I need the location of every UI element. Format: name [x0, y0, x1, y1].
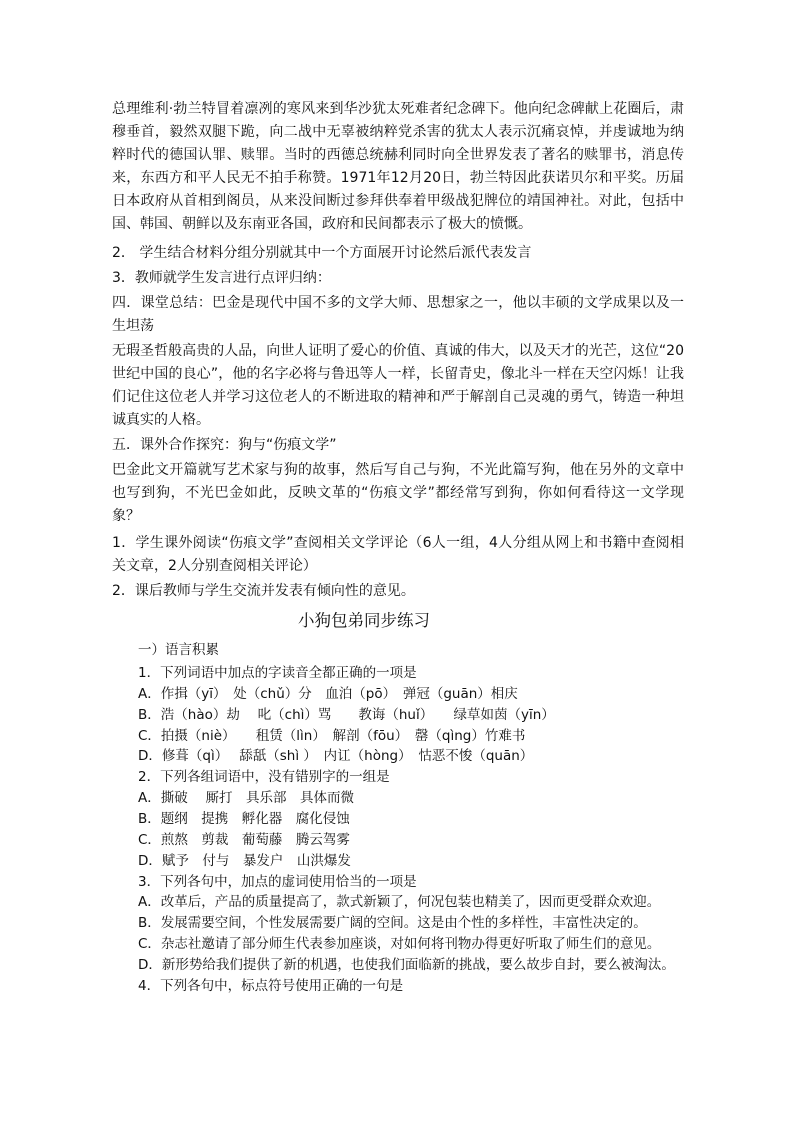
explore-body: 巴金此文开篇就写艺术家与狗的故事，然后写自己与狗，不光此篇写狗，他在另外的文章中也写到狗，不光巴金如此，反映文革的“伤痕文学”都经常写到狗，你如何看待这一文学现象？ [112, 462, 684, 524]
intro-paragraph: 总理维利·勃兰特冒着凛冽的寒风来到华沙犹太死难者纪念碑下。他向纪念碑献上花圈后，肃穆垂首，毅然双腿下跪，向二战中无辜被纳粹党杀害的犹太人表示沉痛哀悼，并虔诚地为纳粹时代的德国认罪、赎罪。当时的西德总统赫利同时向全世界发表了著名的赎罪书，消息传来，东西方和平人民无不拍手称赞。1971年12月20日，勃兰特因此获诺贝尔和平奖。历届日本政府从首相到阁员，从来没间断过参拜供奉着甲级战犯牌位的靖国神社。对此，包括中国、韩国、朝鲜以及东南亚各国，政府和民间都表示了极大的愤慨。 [112, 101, 684, 232]
question-2-option-a: A．撕破 厮打 具乐部 具体而微 [138, 790, 355, 806]
exercise-title: 小狗包弟同步练习 [298, 611, 430, 630]
question-1-option-c: C．拍摄（niè） 租赁（lìn） 解剖（fōu） 罄（qìng）竹难书 [138, 728, 526, 744]
step-2-text: 2． 学生结合材料分组分别就其中一个方面展开讨论然后派代表发言 [112, 245, 532, 261]
question-3-option-b: B．发展需要空间，个性发展需要广阔的空间。这是由个性的多样性，丰富性决定的。 [138, 915, 647, 931]
summary-body: 无瑕圣哲般高贵的人品，向世人证明了爱心的价值、真诚的伟大，以及天才的光芒，这位“20世纪中国的良心”，他的名字必将与鲁迅等人一样，长留青史，像北斗一样在天空闪烁！让我们记住这位老人并学习这位老人的不断进取的精神和严于解剖自己灵魂的勇气，铸造一种坦诚真实的人格。 [112, 343, 684, 428]
question-2-option-d: D．赋予 付与 暴发户 山洪爆发 [138, 853, 351, 869]
question-1-option-d: D．修葺（qì） 舔舐（shì ） 内讧（hòng） 怙恶不悛（quān） [138, 748, 534, 764]
question-3-option-a: A．改革后，产品的质量提高了，款式新颖了，何况包装也精美了，因而更受群众欢迎。 [138, 894, 661, 910]
explore-heading: 五．课外合作探究：狗与“伤痕文学” [112, 437, 337, 453]
question-2: 2．下列各组词语中，没有错别字的一组是 [138, 769, 390, 785]
question-3-option-c: C．杂志社邀请了部分师生代表参加座谈，对如何将刊物办得更好听取了师生们的意见。 [138, 936, 661, 952]
explore-item-2: 2．课后教师与学生交流并发表有倾向性的意见。 [112, 583, 415, 599]
summary-heading: 四．课堂总结：巴金是现代中国不多的文学大师、思想家之一，他以丰硕的文学成果以及一生坦荡 [112, 295, 684, 334]
question-1: 1．下列词语中加点的字读音全都正确的一项是 [138, 665, 417, 681]
question-4: 4．下列各句中，标点符号使用正确的一句是 [138, 978, 404, 994]
question-2-option-c: C．煎熬 剪裁 葡萄藤 腾云驾雾 [138, 832, 350, 848]
explore-item-1: 1．学生课外阅读“伤痕文学”查阅相关文学评论（6人一组，4人分组从网上和书籍中查阅相关文章，2人分别查阅相关评论） [112, 535, 684, 574]
question-2-option-b: B．题纲 提携 孵化器 腐化侵蚀 [138, 811, 350, 827]
question-3: 3．下列各句中，加点的虚词使用恰当的一项是 [138, 874, 417, 890]
step-3-text: 3．教师就学生发言进行点评归纳： [112, 270, 331, 286]
question-1-option-a: A．作揖（yī） 处（chǔ）分 血泊（pō） 弹冠（guān）相庆 [138, 686, 518, 702]
exercise-section-1: 一）语言积累 [138, 642, 219, 658]
question-1-option-b: B．浩（hào）劫 叱（chì）骂 教诲（huǐ） 绿草如茵（yīn） [138, 707, 555, 723]
question-3-option-d: D．新形势给我们提供了新的机遇，也使我们面临新的挑战，要么故步自封，要么被淘汰。 [138, 957, 675, 973]
